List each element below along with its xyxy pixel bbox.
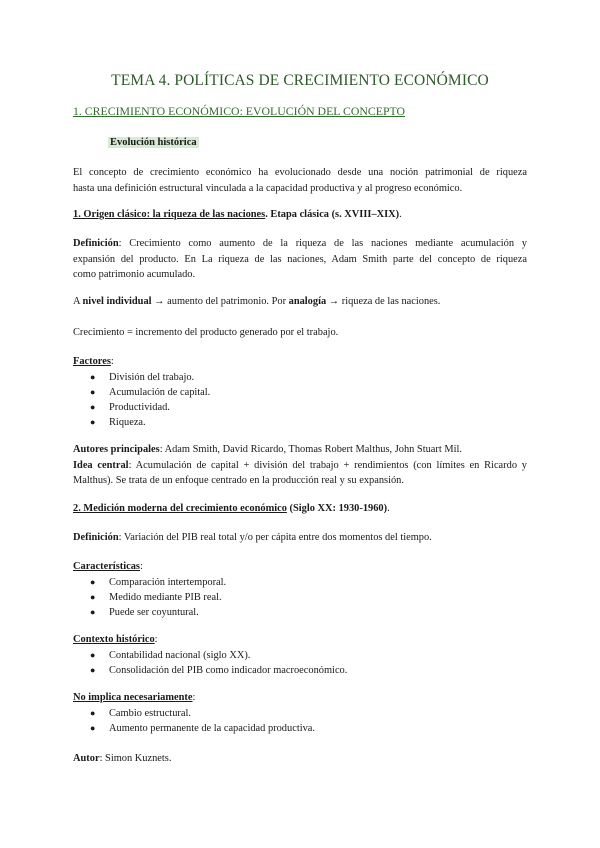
s1-authors (73, 442, 527, 489)
context-label: Contexto histórico (73, 634, 155, 645)
def-label: Definición (73, 238, 119, 249)
s1-growth: Crecimiento = incremento del producto generado por el trabajo. (73, 327, 339, 338)
level-text: → riqueza de las naciones. (326, 296, 441, 307)
level-text: A (73, 296, 83, 307)
list-item-text: Acumulación de capital. (109, 386, 211, 398)
list-item (73, 590, 527, 605)
bullet-icon: ● (90, 649, 96, 660)
bullet-icon: ● (90, 664, 96, 675)
s2-heading-end: . (387, 503, 390, 514)
factors-label: Factores (73, 356, 111, 367)
intro-paragraph (73, 165, 527, 196)
list-item (73, 370, 527, 385)
bullet-icon: ● (90, 606, 96, 617)
colon: : (110, 356, 114, 367)
s1-heading-end: . (399, 209, 402, 220)
s2-characteristics (73, 559, 527, 620)
list-item (73, 605, 527, 620)
bullet-icon: ● (90, 576, 96, 587)
bullet-icon: ● (90, 722, 96, 733)
list-item-text: Contabilidad nacional (siglo XX). (109, 649, 251, 661)
list-item (73, 648, 527, 663)
s1-heading-underlined: 1. Origen clásico: la riqueza de las naciones (73, 209, 266, 220)
s2-context (73, 632, 527, 678)
idea-label: Idea central (73, 459, 129, 471)
intro-line: hasta una definición estructural vinculada a la capacidad productiva y al progreso económico. (73, 182, 463, 194)
level-text: → aumento del patrimonio. Por (151, 296, 289, 307)
list-item (73, 415, 527, 430)
bullet-icon: ● (90, 386, 96, 397)
def-line: expansión del producto. En La riqueza de las naciones, Adam Smith parte del concepto de riqueza (73, 253, 527, 265)
list-item-text: Comparación intertemporal. (109, 576, 227, 588)
list-item-text: Medido mediante PIB real. (109, 591, 222, 603)
list-item-text: División del trabajo. (109, 371, 195, 383)
page-title: TEMA 4. POLÍTICAS DE CRECIMIENTO ECONÓMICO (111, 72, 489, 89)
def-label: Definición (73, 532, 119, 543)
context-list (73, 648, 527, 678)
idea-line: Malthus). Se trata de un enfoque centrado en la producción real y su expansión. (73, 475, 404, 486)
def-text: : Crecimiento como aumento de la riqueza de las naciones mediante acumulación y (118, 238, 527, 249)
s2-definition (73, 530, 527, 546)
list-item-text: Aumento permanente de la capacidad productiva. (109, 722, 315, 734)
colon: : (139, 561, 143, 572)
list-item (73, 400, 527, 415)
list-item-text: Riqueza. (109, 416, 146, 428)
level-bold: nivel individual (82, 296, 152, 307)
list-item-text: Consolidación del PIB como indicador macroeconómico. (109, 664, 348, 676)
bullet-icon: ● (90, 371, 96, 382)
author-text: : Simon Kuznets. (99, 753, 172, 764)
authors-label: Autores principales (73, 444, 160, 455)
s2-not-implies (73, 690, 527, 736)
intro-line: El concepto de crecimiento económico ha evolucionado desde una noción patrimonial de riqueza (73, 167, 527, 178)
bullet-icon: ● (90, 591, 96, 602)
colon: : (154, 634, 158, 645)
list-item-text: Puede ser coyuntural. (109, 606, 199, 618)
factors-list (73, 370, 527, 430)
def-text: : Variación del PIB real total y/o per cápita entre dos momentos del tiempo. (118, 532, 432, 543)
not-label: No implica necesariamente (73, 692, 193, 703)
s1-heading-rest: . Etapa clásica (s. XVIII–XIX) (265, 209, 400, 220)
bullet-icon: ● (90, 401, 96, 412)
list-item (73, 663, 527, 678)
list-item-text: Productividad. (109, 401, 170, 413)
def-line (73, 236, 527, 252)
idea-text: : Acumulación de capital + división del trabajo + rendimientos (con límites en Ricardo y (128, 459, 527, 471)
s1-level (73, 294, 527, 310)
s1-factors (73, 354, 527, 430)
not-list (73, 706, 527, 736)
s2-author (73, 751, 527, 767)
bullet-icon: ● (90, 707, 96, 718)
s2-heading-rest: (Siglo XX: 1930-1960) (286, 503, 388, 514)
author-label: Autor (73, 753, 100, 764)
list-item (73, 706, 527, 721)
def-line: como patrimonio acumulado. (73, 269, 196, 280)
section-heading: 1. CRECIMIENTO ECONÓMICO: EVOLUCIÓN DEL CONCEPTO (73, 104, 406, 118)
authors-text: : Adam Smith, David Ricardo, Thomas Robert Malthus, John Stuart Mil. (159, 444, 462, 455)
colon: : (192, 692, 196, 703)
characteristics-list (73, 575, 527, 620)
list-item (73, 575, 527, 590)
subsection-heading: Evolución histórica (110, 137, 197, 148)
s2-heading-underlined: 2. Medición moderna del crecimiento económico (73, 503, 287, 514)
s1-heading (73, 207, 527, 223)
s1-definition (73, 236, 527, 283)
list-item (73, 721, 527, 736)
char-label: Características (73, 561, 140, 572)
level-bold: analogía (288, 296, 327, 307)
list-item (73, 385, 527, 400)
s2-heading (73, 501, 527, 517)
list-item-text: Cambio estructural. (109, 707, 191, 719)
bullet-icon: ● (90, 416, 96, 427)
